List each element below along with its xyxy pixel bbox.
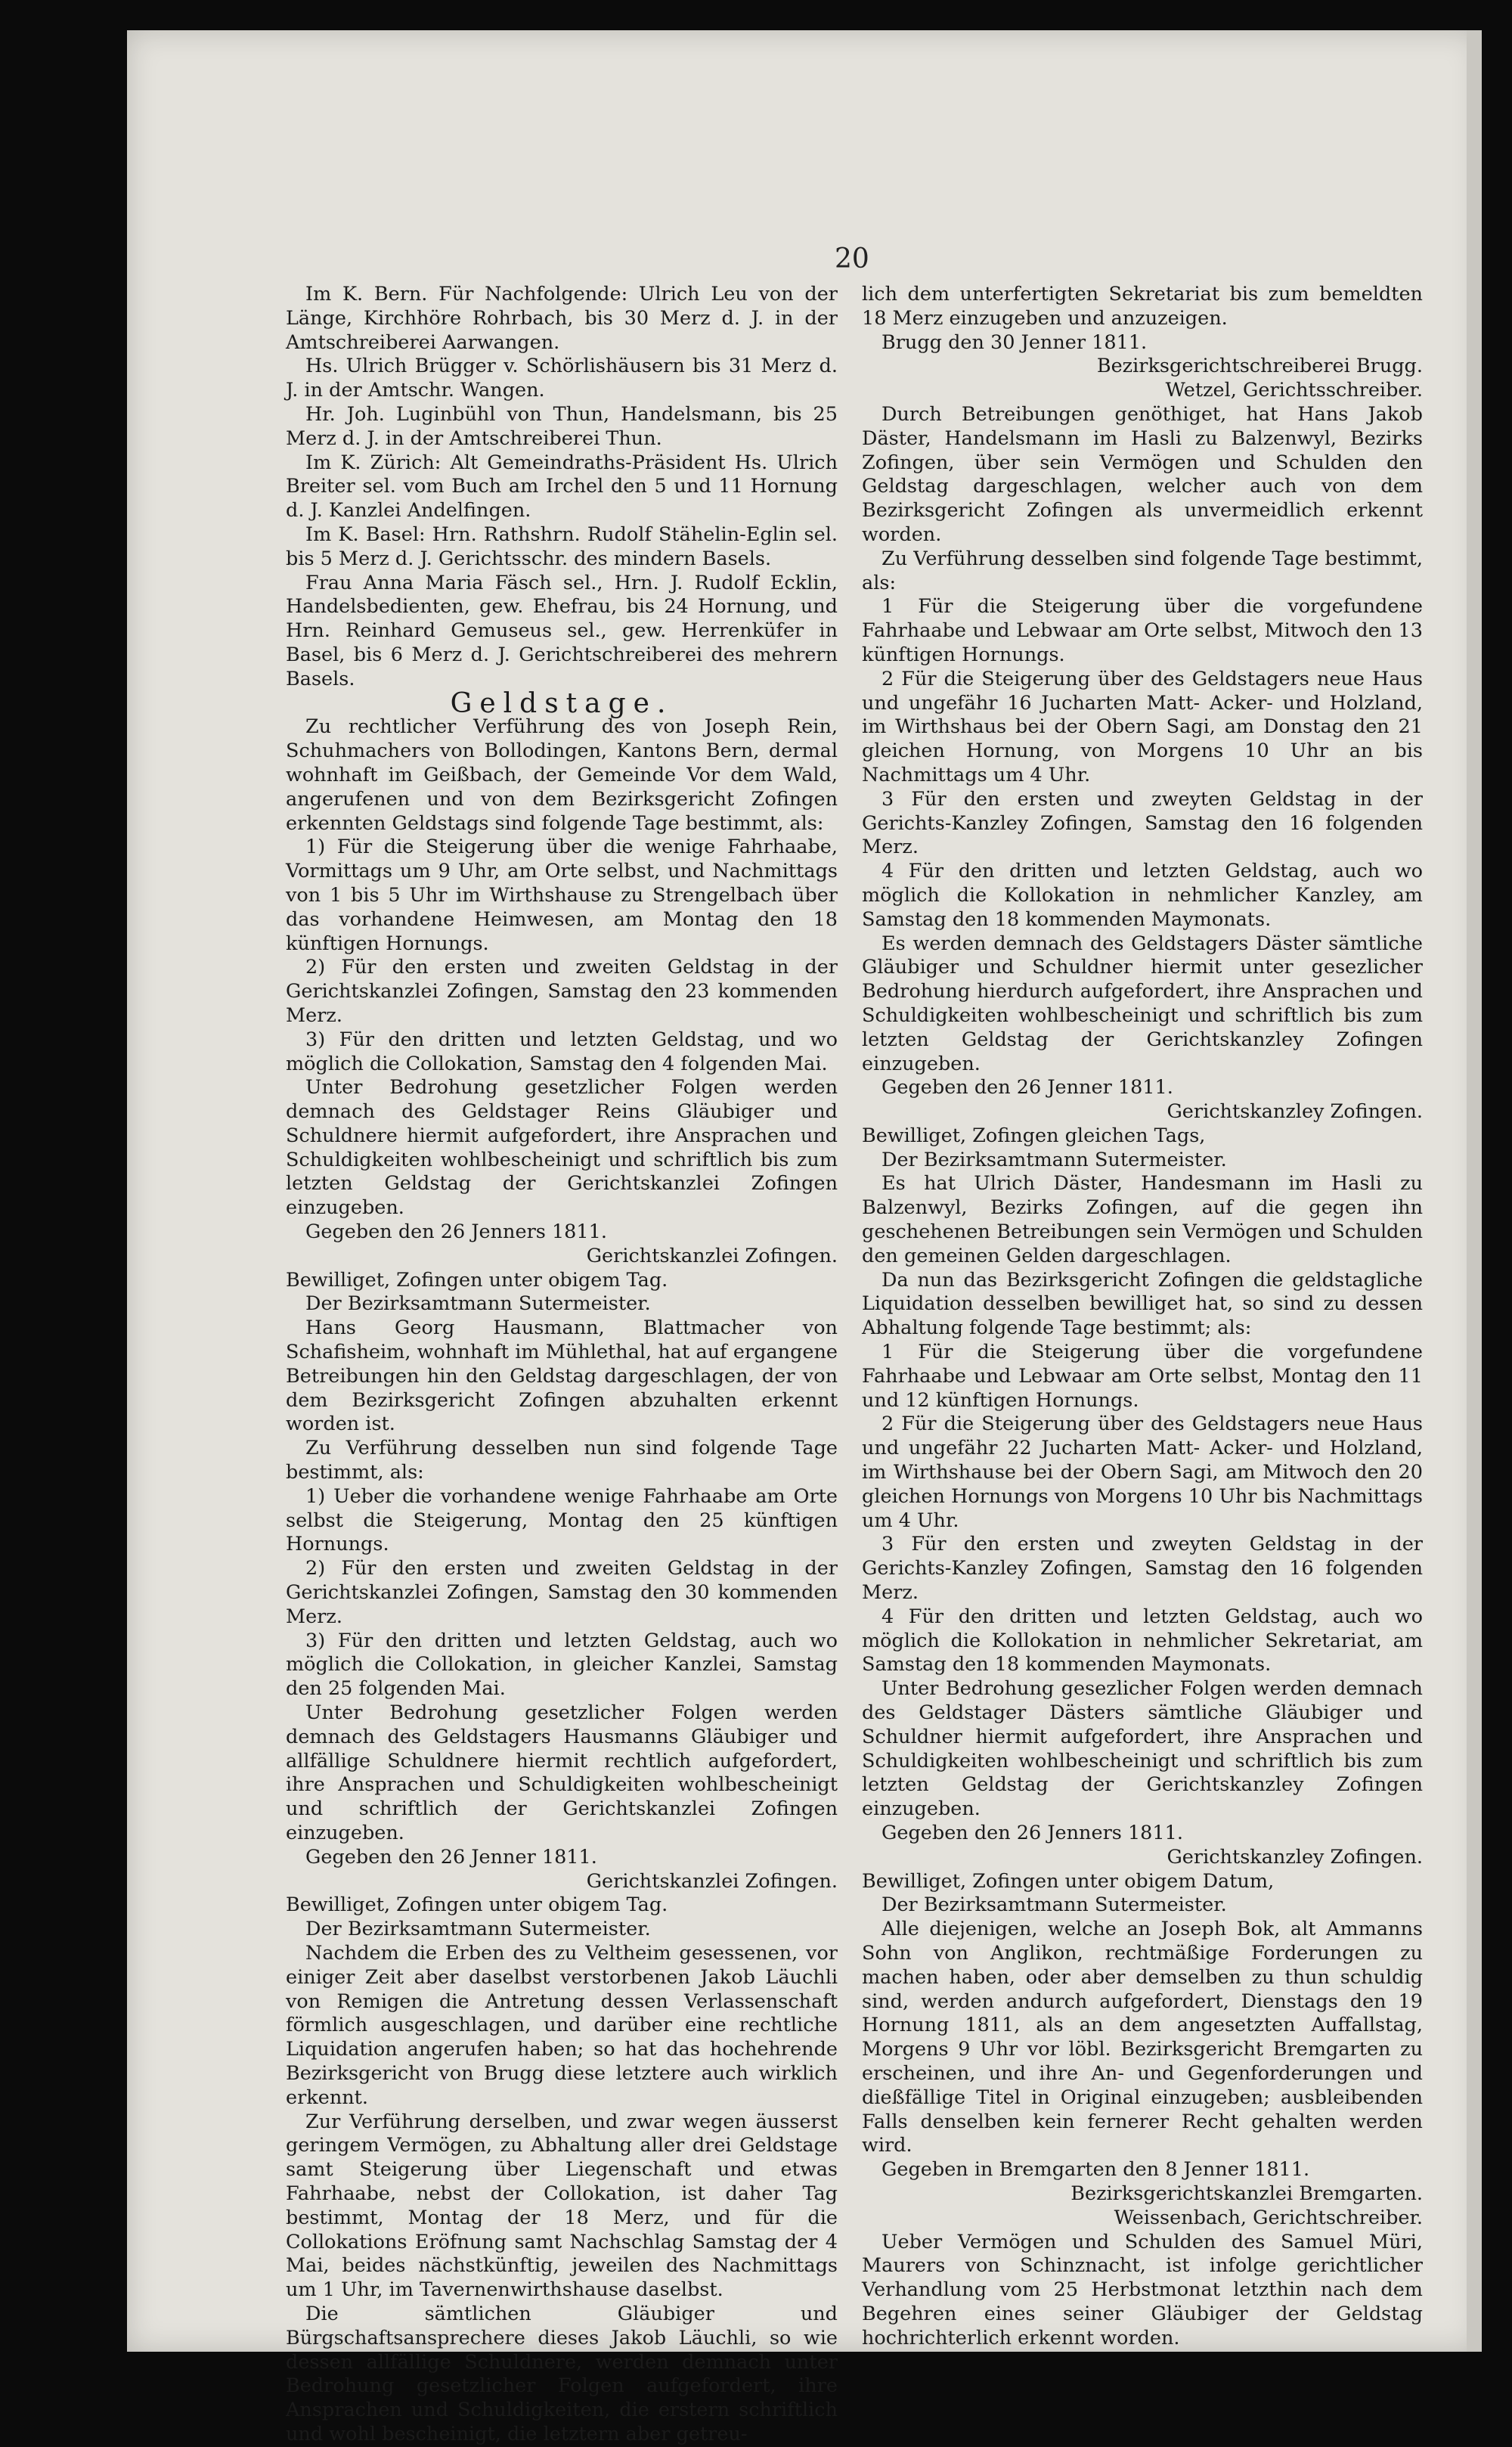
paragraph: 1) Ueber die vorhandene wenige Fahrhaabe am Orte selbst die Steigerung, Montag den 25 künftigen Hornungs. [286,1484,838,1556]
paragraph: Gerichtskanzley Zofingen. [1167,1100,1423,1124]
paragraph: Gegeben in Bremgarten den 8 Jenner 1811. [881,2158,1310,2182]
paragraph: Hans Georg Hausmann, Blattmacher von Schafisheim, wohnhaft im Mühlethal, hat auf ergangene Betreibungen hin den Geldstag dargeschlagen, der von dem Bezirksgericht Zofingen abzuhalten erkennt worden ist. [286,1317,838,1436]
paragraph: Brugg den 30 Jenner 1811. [881,330,1148,354]
paragraph: Zur Verführung derselben, und zwar wegen äusserst geringem Vermögen, zu Abhaltung aller drei Geldstage samt Steigerung über Liegenschaft und etwas Fahrhaabe, nebst der Collokation, ist daher Tag bestimmt, Montag der 18 Merz, und für die Collokations Eröfnung samt Nachschlag Samstag der 4 Mai, beides nächstkünftig, jeweilen des Nachmittags um 1 Uhr, im Tavernenwirthshause daselbst. [286,2110,838,2302]
paragraph: Gegeben den 26 Jenners 1811. [305,1220,607,1244]
paragraph: Gerichtskanzley Zofingen. [1167,1845,1423,1869]
paragraph: Im K. Zürich: Alt Gemeindraths-Präsident Hs. Ulrich Breiter sel. vom Buch am Irchel den 5 und 11 Hornung d. J. Kanzlei Andelfingen. [286,451,838,523]
paragraph: Weissenbach, Gerichtschreiber. [1114,2206,1423,2229]
paragraph: Im K. Bern. Für Nachfolgende: Ulrich Leu von der Länge, Kirchhöre Rohrbach, bis 30 Merz d. J. in der Amtschreiberei Aarwangen. [286,283,838,354]
paragraph: Bewilliget, Zofingen unter obigem Tag. [286,1893,668,1917]
paragraph: 3 Für den ersten und zweyten Geldstag in der Gerichts-Kanzley Zofingen, Samstag den 16 folgenden Merz. [862,787,1423,859]
paragraph: Bezirksgerichtschreiberei Brugg. [1096,355,1423,378]
paragraph: Gegeben den 26 Jenners 1811. [881,1822,1183,1844]
paragraph: Gegeben den 26 Jenner 1811. [881,1076,1173,1099]
right-column [862,283,1423,2351]
paragraph: Der Bezirksamtmann Sutermeister. [881,1893,1227,1917]
paragraph: 1 Für die Steigerung über die vorgefundene Fahrhaabe und Lebwaar am Orte selbst, Mitwoch den 13 künftigen Hornungs. [862,595,1423,666]
paragraph: 2 Für die Steigerung über des Geldstagers neue Haus und ungefähr 22 Jucharten Matt- Acker- und Holzland, im Wirthshause bei der Obern Sagi, am Mitwoch den 20 gleichen Hornungs von Morgens 10 Uhr bis Nachmittags um 4 Uhr. [862,1413,1423,1532]
paragraph: Zu rechtlicher Verführung des von Joseph Rein, Schuhmachers von Bollodingen, Kantons Bern, dermal wohnhaft im Geißbach, der Gemeinde Vor dem Wald, angerufenen und von dem Bezirksgericht Zofingen erkennten Geldstags sind folgende Tage bestimmt, als: [286,715,838,835]
paragraph: Der Bezirksamtmann Sutermeister. [305,1292,651,1316]
paragraph: Zu Verführung desselben nun sind folgende Tage bestimmt, als: [286,1437,838,1484]
paragraph: 2) Für den ersten und zweiten Geldstag in der Gerichtskanzlei Zofingen, Samstag den 30 kommenden Merz. [286,1557,838,1628]
paragraph: Unter Bedrohung gesetzlicher Folgen werden demnach des Geldstagers Hausmanns Gläubiger und allfällige Schuldnere hiermit rechtlich aufgefordert, ihre Ansprachen und Schuldigkeiten wohlbescheinigt und schriftlich der Gerichtskanzlei Zofingen einzugeben. [286,1701,838,1844]
paragraph: 3 Für den ersten und zweyten Geldstag in der Gerichts-Kanzley Zofingen, Samstag den 16 folgenden Merz. [862,1533,1423,1605]
paragraph: Alle diejenigen, welche an Joseph Bok, alt Ammanns Sohn von Anglikon, rechtmäßige Forderungen zu machen haben, oder aber demselben zu thun schuldig sind, werden andurch aufgefordert, Dienstags den 19 Hornung 1811, als an dem angesetzten Auffallstag, Morgens 9 Uhr vor löbl. Bezirksgericht Bremgarten zu erscheinen, und ihre An- und Gegenforderungen und dießfällige Titel in Original einzugeben; ausbleibenden Falls denselben kein fernerer Recht gehalten werden wird. [862,1918,1423,2157]
page-number: 20 [835,243,869,274]
paragraph: Hr. Joh. Luginbühl von Thun, Handelsmann, bis 25 Merz d. J. in der Amtschreiberei Thun. [286,402,838,450]
paragraph: 2 Für die Steigerung über des Geldstagers neue Haus und ungefähr 16 Jucharten Matt- Acker- und Holzland, im Wirthshaus bei der Obern Sagi, am Donstag den 21 gleichen Hornung, von Morgens 10 Uhr an bis Nachmittags um 4 Uhr. [862,667,1423,786]
paragraph: Es hat Ulrich Däster, Handesmann im Hasli zu Balzenwyl, Bezirks Zofingen, auf die gegen ihn geschehenen Betreibungen sein Vermögen und Schulden den gemeinen Gelden dargeschlagen. [862,1172,1423,1267]
paragraph: Da nun das Bezirksgericht Zofingen die geldstagliche Liquidation desselben bewilliget hat, so sind zu dessen Abhaltung folgende Tage bestimmt; als: [862,1268,1423,1340]
paragraph: Bewilliget, Zofingen unter obigem Datum, [862,1869,1275,1893]
paragraph: Bezirksgerichtskanzlei Bremgarten. [1070,2182,1423,2205]
paragraph: Unter Bedrohung gesetzlicher Folgen werden demnach des Geldstager Reins Gläubiger und Schuldnere hiermit aufgefordert, ihre Ansprachen und Schuldigkeiten wohlbescheinigt und schriftlich bis zum letzten Geldstag der Gerichtskanzlei Zofingen einzugeben. [286,1076,838,1220]
left-column [286,283,838,2447]
paragraph: lich dem unterfertigten Sekretariat bis zum bemeldten 18 Merz einzugeben und anzuzeigen. [862,283,1423,330]
paragraph: Gegeben den 26 Jenner 1811. [305,1845,597,1869]
paragraph: Zu Verführung desselben sind folgende Tage bestimmt, als: [862,547,1423,594]
paragraph: 4 Für den dritten und letzten Geldstag, auch wo möglich die Kollokation in nehmlicher Sekretariat, am Samstag den 18 kommenden Maymonats. [862,1605,1423,1676]
paragraph: Frau Anna Maria Fäsch sel., Hrn. J. Rudolf Ecklin, Handelsbedienten, gew. Ehefrau, bis 24 Hornung, und Hrn. Reinhard Gemuseus sel., gew. Herrenküfer in Basel, bis 6 Merz d. J. Gerichtschreiberei des mehrern Basels. [286,571,838,690]
paragraph: Der Bezirksamtmann Sutermeister. [305,1918,651,1941]
paragraph: 4 Für den dritten und letzten Geldstag, auch wo möglich die Kollokation in nehmlicher Kanzley, am Samstag den 18 kommenden Maymonats. [862,860,1423,931]
paragraph: Hs. Ulrich Brügger v. Schörlishäusern bis 31 Merz d. J. in der Amtschr. Wangen. [286,355,838,402]
paragraph: Nachdem die Erben des zu Veltheim gesessenen, vor einiger Zeit aber daselbst verstorbenen Jakob Läuchli von Remigen die Antretung dessen Verlassenschaft förmlich ausgeschlagen, und darüber eine rechtliche Liquidation angerufen haben; so hat das hochehrende Bezirksgericht von Brugg diese letztere auch wirklich erkennt. [286,1941,838,2109]
paragraph: Durch Betreibungen genöthiget, hat Hans Jakob Däster, Handelsmann im Hasli zu Balzenwyl, Bezirks Zofingen, über sein Vermögen und Schulden den Geldstag dargeschlagen, welcher auch von dem Bezirksgericht Zofingen als unvermeidlich erkennt worden. [862,402,1423,546]
paragraph: Ueber Vermögen und Schulden des Samuel Müri, Maurers von Schinznacht, ist infolge gerichtlicher Verhandlung vom 25 Herbstmonat letzthin nach dem Begehren eines seiner Gläubiger der Geldstag hochrichterlich erkennt worden. [862,2230,1423,2349]
paragraph: 1 Für die Steigerung über die vorgefundene Fahrhaabe und Lebwaar am Orte selbst, Montag den 11 und 12 künftigen Hornungs. [862,1341,1423,1412]
paragraph: Die sämtlichen Gläubiger und Bürgschaftsansprechere dieses Jakob Läuchli, so wie dessen allfällige Schuldnere, werden demnach unter Bedrohung gesetzlicher Folgen aufgefordert, ihre Ansprachen und Schuldigkeiten, die erstern schriftlich und wohl bescheinigt, die letztern aber getreu- [286,2302,838,2445]
paragraph: Es werden demnach des Geldstagers Däster sämtliche Gläubiger und Schuldner hiermit unter gesezlicher Bedrohung hierdurch aufgefordert, ihre Ansprachen und Schuldigkeiten wohlbescheinigt und schriftlich bis zum letzten Geldstag der Gerichtskanzley Zofingen einzugeben. [862,932,1423,1075]
paragraph: 1) Für die Steigerung über die wenige Fahrhaabe, Vormittags um 9 Uhr, am Orte selbst, und Nachmittags von 1 bis 5 Uhr im Wirthshause zu Strengelbach über das vorhandene Heimwesen, am Montag den 18 künftigen Hornungs. [286,836,838,955]
paragraph: Bewilliget, Zofingen unter obigem Tag. [286,1268,668,1292]
paragraph: Gerichtskanzlei Zofingen. [586,1244,838,1267]
paragraph: Der Bezirksamtmann Sutermeister. [881,1148,1227,1171]
paragraph: Bewilliget, Zofingen gleichen Tags, [862,1124,1206,1147]
page-edge [1467,30,1482,2352]
paragraph: 3) Für den dritten und letzten Geldstag, und wo möglich die Collokation, Samstag den 4 folgenden Mai. [286,1028,838,1075]
paragraph: Unter Bedrohung gesezlicher Folgen werden demnach des Geldstager Dästers sämtliche Gläubiger und Schuldner hiermit aufgefordert, ihre Ansprachen und Schuldigkeiten wohlbescheinigt und schriftlich bis zum letzten Geldstag der Gerichtskanzley Zofingen einzugeben. [862,1677,1423,1821]
paragraph: Wetzel, Gerichtsschreiber. [1165,379,1423,402]
paragraph: 2) Für den ersten und zweiten Geldstag in der Gerichtskanzlei Zofingen, Samstag den 23 kommenden Merz. [286,956,838,1027]
paragraph: Im K. Basel: Hrn. Rathshrn. Rudolf Stähelin-Eglin sel. bis 5 Merz d. J. Gerichtsschr. des mindern Basels. [286,523,838,570]
paragraph: 3) Für den dritten und letzten Geldstag, auch wo möglich die Collokation, in gleicher Kanzlei, Samstag den 25 folgenden Mai. [286,1629,838,1701]
paragraph: Gerichtskanzlei Zofingen. [586,1869,838,1893]
section-heading: Geldstage. [450,687,674,719]
